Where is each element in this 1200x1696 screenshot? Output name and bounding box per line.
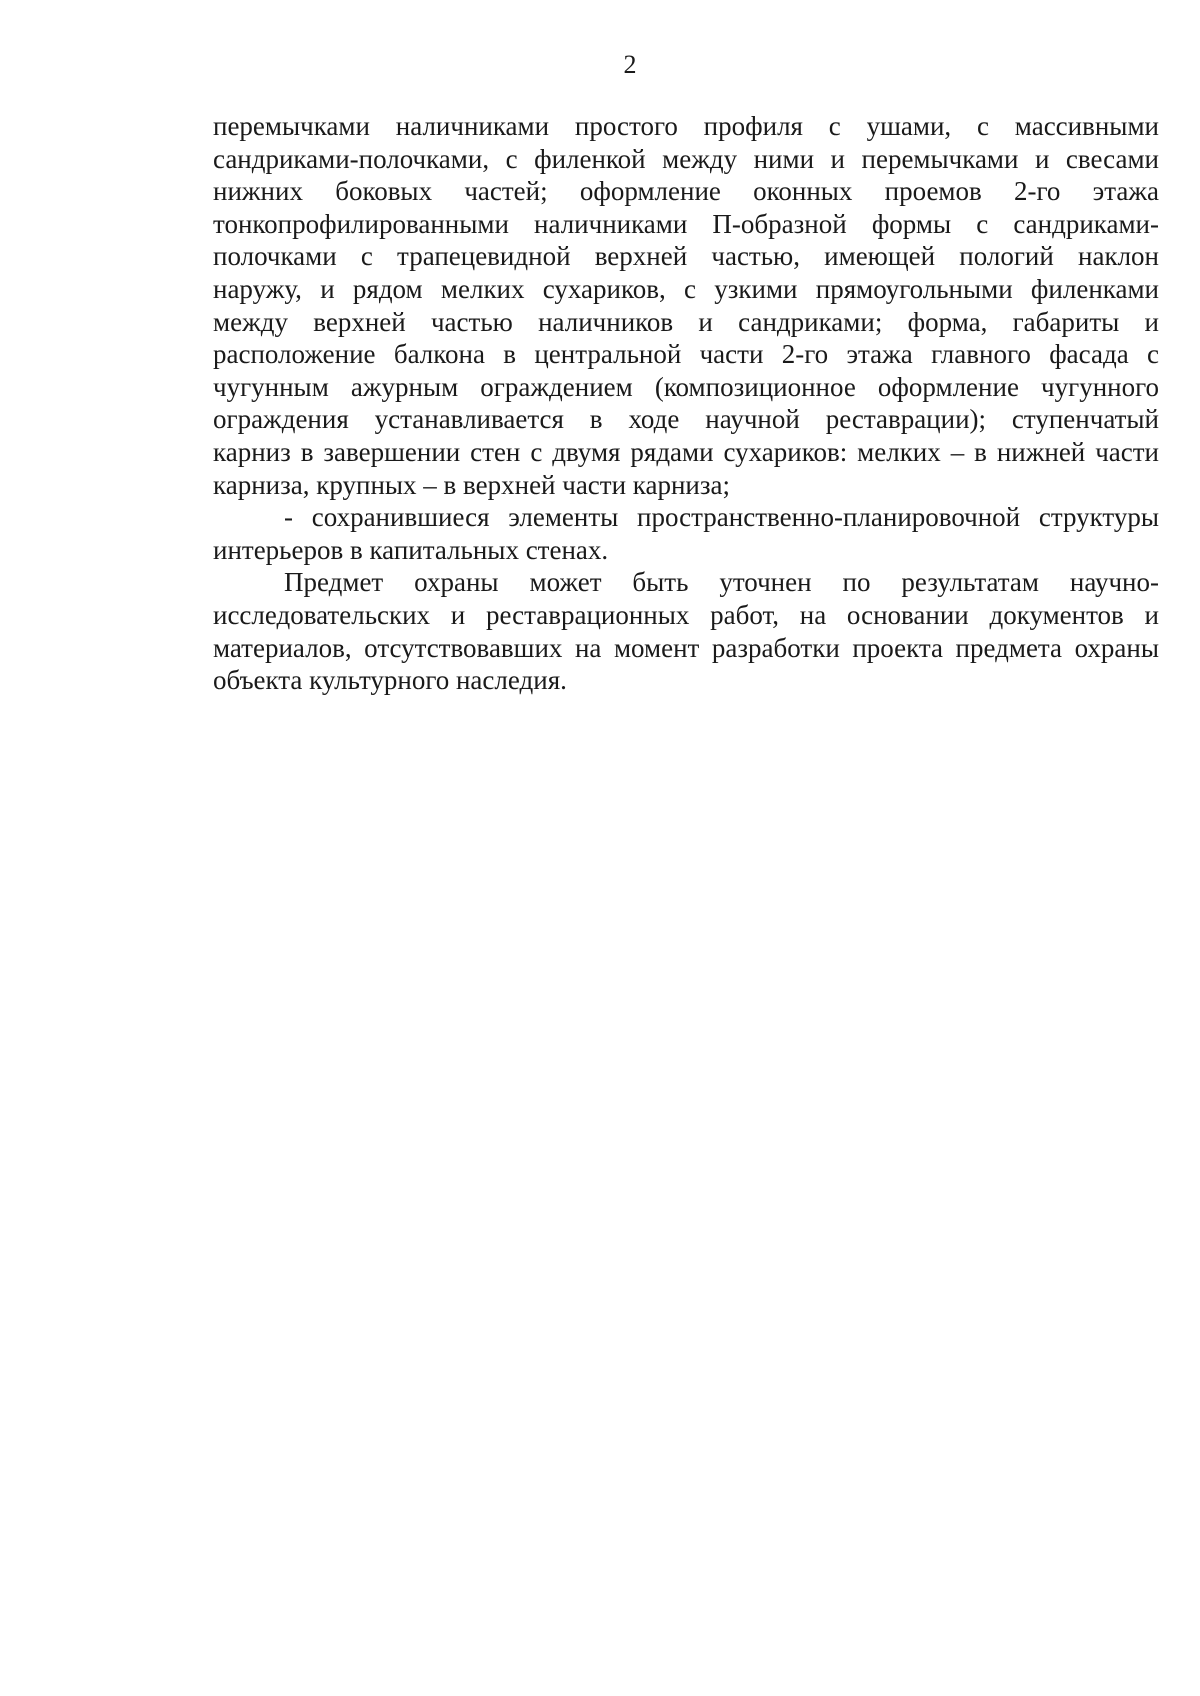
- text-line: расположение балкона в центральной части 2-го этажа главного фасада с: [213, 339, 1159, 370]
- page-number: 2: [623, 50, 637, 79]
- text-line: тонкопрофилированными наличниками П-образной формы с сандриками-: [213, 208, 1159, 239]
- text-line: карниз в завершении стен с двумя рядами сухариков: мелких – в нижней части: [213, 436, 1159, 467]
- text-line: интерьеров в капитальных стенах.: [213, 534, 609, 565]
- text-line: между верхней частью наличников и сандриками; форма, габариты и: [213, 306, 1159, 337]
- document-body: [213, 110, 1159, 697]
- text-line: исследовательских и реставрационных работ, на основании документов и: [213, 599, 1159, 630]
- paragraph-architectural-elements: [213, 110, 1159, 501]
- text-line: ограждения устанавливается в ходе научной реставрации); ступенчатый: [213, 404, 1159, 435]
- text-line: карниза, крупных – в верхней части карниза;: [213, 469, 731, 500]
- text-line: полочками с трапецевидной верхней частью, имеющей пологий наклон: [213, 241, 1159, 272]
- text-line: перемычками наличниками простого профиля с ушами, с массивными: [213, 111, 1159, 141]
- text-line: объекта культурного наследия.: [213, 665, 567, 696]
- text-line: наружу, и рядом мелких сухариков, с узкими прямоугольными филенками: [213, 273, 1159, 304]
- text-line: Предмет охраны может быть уточнен по результатам научно-: [284, 567, 1159, 598]
- paragraph-protection-subject: [213, 566, 1159, 696]
- paragraph-interior-structure: [213, 501, 1159, 566]
- text-line: материалов, отсутствовавших на момент разработки проекта предмета охраны: [213, 632, 1159, 663]
- text-line: чугунным ажурным ограждением (композиционное оформление чугунного: [213, 371, 1159, 402]
- text-line: сандриками-полочками, с филенкой между ними и перемычками и свесами: [213, 143, 1159, 174]
- text-line: нижних боковых частей; оформление оконных проемов 2-го этажа: [213, 176, 1159, 207]
- text-line: - сохранившиеся элементы пространственно-планировочной структуры: [284, 502, 1159, 533]
